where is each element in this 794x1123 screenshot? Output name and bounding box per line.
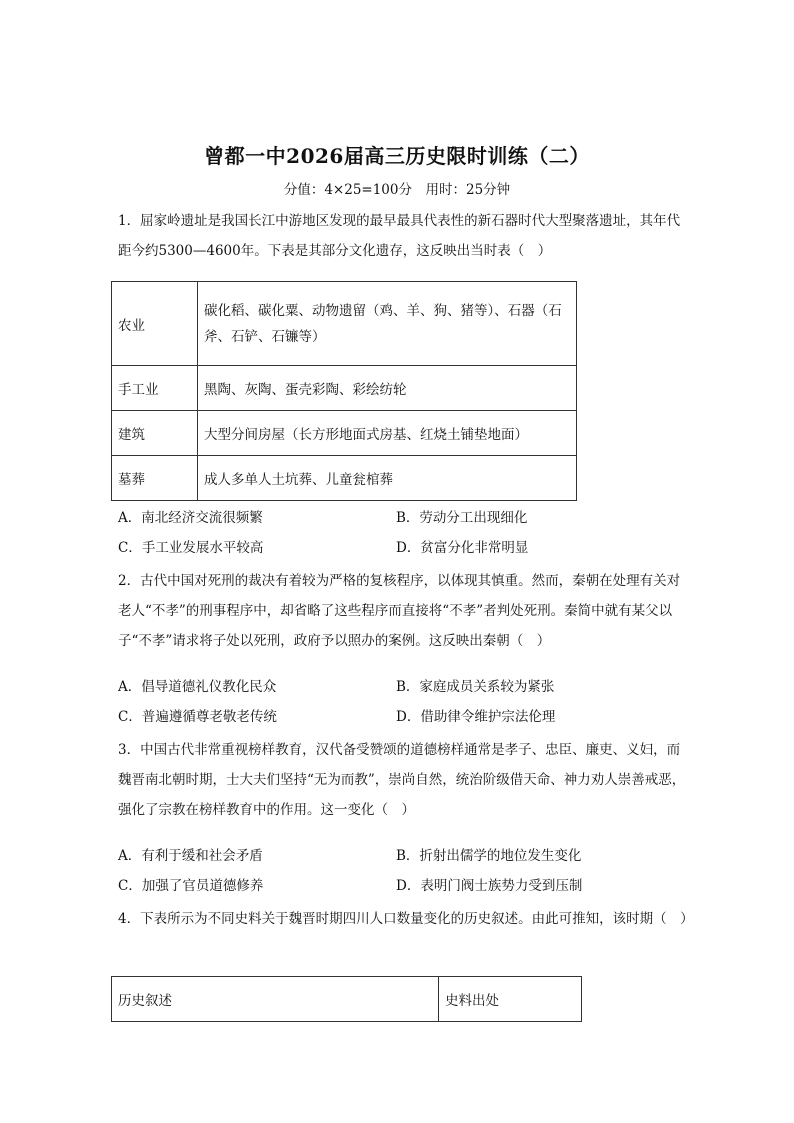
row-content: 黑陶、灰陶、蛋壳彩陶、彩绘纺轮 (198, 366, 577, 411)
table-row (112, 456, 577, 501)
table-header-row (112, 977, 582, 1022)
question-3-stem: 3．中国古代非常重视榜样教育，汉代备受赞颂的道德榜样通常是孝子、忠臣、廉吏、义妇，而魏晋南北朝时期，士大夫们坚持“无为而教”，崇尚自然，统治阶级借天命、神力劝人崇善戒恶，强化了宗教在榜样教育中的作用。这一变化（ ） (118, 742, 686, 818)
table-row (112, 282, 577, 366)
question-1-option-d[interactable]: D．贫富分化非常明显 (396, 540, 529, 556)
question-1-option-a[interactable]: A．南北经济交流很频繁 (118, 510, 263, 526)
row-label: 手工业 (112, 366, 198, 411)
question-2-option-a[interactable]: A．倡导道德礼仪教化民众 (118, 679, 277, 695)
row-content: 大型分间房屋（长方形地面式房基、红烧土铺垫地面） (198, 411, 577, 456)
column-header-narrative: 历史叙述 (112, 977, 439, 1022)
question-4-stem: 4．下表所示为不同史料关于魏晋时期四川人口数量变化的历史叙述。由此可推知，该时期（ ） (118, 911, 694, 927)
question-3-option-a[interactable]: A．有利于缓和社会矛盾 (118, 848, 263, 864)
column-header-source: 史料出处 (439, 977, 582, 1022)
row-label: 墓葬 (112, 456, 198, 501)
question-2-option-c[interactable]: C．普遍遵循尊老敬老传统 (118, 709, 277, 725)
question-2-stem: 2．古代中国对死刑的裁决有着较为严格的复核程序，以体现其慎重。然而，秦朝在处理有关对老人“不孝”的刑事程序中，却省略了这些程序而直接将“不孝”者判处死刑。秦简中就有某父以子“不孝”请求将子处以死刑，政府予以照办的案例。这反映出秦朝（ ） (118, 573, 681, 649)
question-1-table (111, 281, 577, 501)
question-4-table (111, 976, 582, 1022)
page-subtitle: 分值：4×25=100分 用时：25分钟 (283, 182, 511, 198)
table-row (112, 411, 577, 456)
question-3-option-b[interactable]: B．折射出儒学的地位发生变化 (396, 848, 582, 864)
question-3-option-c[interactable]: C．加强了官员道德修养 (118, 878, 264, 894)
question-2-option-b[interactable]: B．家庭成员关系较为紧张 (396, 679, 555, 695)
question-2-option-d[interactable]: D．借助律令维护宗法伦理 (396, 709, 556, 725)
row-content: 成人多单人土坑葬、儿童瓮棺葬 (198, 456, 577, 501)
question-1-option-b[interactable]: B．劳动分工出现细化 (396, 510, 528, 526)
question-1-option-c[interactable]: C．手工业发展水平较高 (118, 540, 264, 556)
row-label: 农业 (112, 282, 198, 366)
page-title: 曾都一中2026届高三历史限时训练（二） (204, 144, 590, 168)
question-3-option-d[interactable]: D．表明门阀士族势力受到压制 (396, 878, 583, 894)
row-content: 碳化稻、碳化粟、动物遗留（鸡、羊、狗、猪等）、石器（石斧、石铲、石镰等） (198, 282, 577, 366)
question-1-stem: 1．屈家岭遗址是我国长江中游地区发现的最早最具代表性的新石器时代大型聚落遗址，其年代距今约5300—4600年。下表是其部分文化遗存，这反映出当时表（ ） (118, 213, 681, 259)
table-row (112, 366, 577, 411)
row-label: 建筑 (112, 411, 198, 456)
